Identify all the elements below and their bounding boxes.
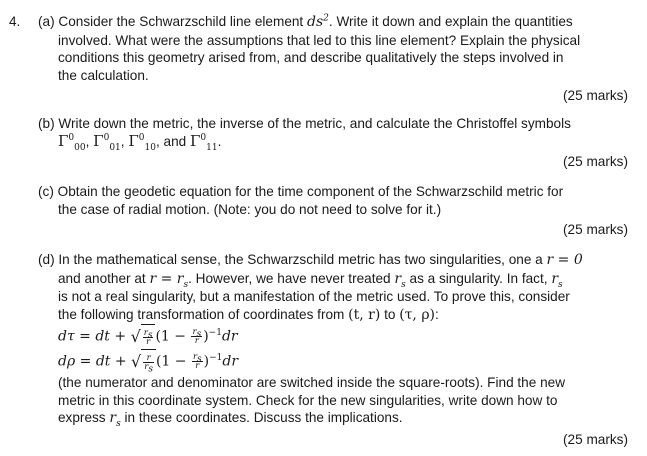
and-word: and bbox=[163, 133, 187, 149]
part-a-label: (a) bbox=[38, 14, 55, 29]
r-equals-rs-math: $r = r_s$ bbox=[149, 270, 189, 290]
part-b-line-1 bbox=[38, 115, 628, 133]
part-a-line-1 bbox=[38, 13, 628, 32]
part-d-line-3: is not a real singularity, but a manifestation of the metric used. To prove this, consider bbox=[58, 289, 570, 304]
christoffel-10: $\Gamma^0_{10}$ bbox=[128, 131, 156, 153]
question-number: 4. bbox=[9, 14, 21, 29]
part-a-marks: (25 marks) bbox=[563, 88, 628, 103]
part-d-line-4: the following transformation of coordinates from (t, r) to (τ, ρ): bbox=[58, 306, 439, 323]
christoffel-00: $\Gamma^0_{00}$ bbox=[58, 131, 86, 153]
part-d-line-1 bbox=[38, 251, 628, 270]
part-c-text-1: Obtain the geodetic equation for the time component of the Schwarzschild metric for bbox=[57, 184, 564, 199]
christoffel-11: $\Gamma^0_{11}$ bbox=[189, 131, 218, 153]
r-zero-math: r = 0 bbox=[546, 252, 583, 268]
part-d-text-1: In the mathematical sense, the Schwarzschild metric has two singularities, one a bbox=[58, 252, 543, 267]
part-d-label: (d) bbox=[38, 252, 55, 267]
part-b-text-1: Write down the metric, the inverse of the metric, and calculate the Christoffel symbols bbox=[58, 116, 571, 131]
part-a-text-1: Consider the Schwarzschild line element bbox=[58, 14, 304, 29]
part-d-line-2: and another at $r = r_s$. However, we have never treated $r_s$ as a singularity. In fact, $r_s$ bbox=[58, 270, 563, 290]
line-element-symbol: $ds^2$ bbox=[307, 13, 329, 30]
part-a-text-1b: . Write it down and explain the quantities bbox=[328, 14, 573, 29]
part-c-line-1 bbox=[38, 183, 628, 201]
part-a-line-3: conditions this geometry arised from, and describe qualitatively the steps involved in bbox=[58, 50, 564, 65]
sqrt-symbol: √ $\frac{r}{r_s}$ bbox=[131, 349, 156, 374]
part-d bbox=[38, 251, 628, 449]
part-b-label: (b) bbox=[38, 116, 55, 131]
sqrt-symbol: √ $\frac{r_s}{r}$ bbox=[131, 324, 156, 349]
part-d-line-5: (the numerator and denominator are switched inside the square-roots). Find the new bbox=[58, 375, 566, 390]
equation-dtau: dτ = dt + √ $\frac{r_s}{r}$ (1 − $\frac{r_s}{r}$ )$^{-1}$dr bbox=[38, 324, 628, 349]
part-c-line-2: the case of radial motion. (Note: you do not need to solve for it.) bbox=[58, 201, 442, 217]
part-a-line-4: the calculation. bbox=[58, 67, 149, 83]
equation-drho: dρ = dt + √ $\frac{r}{r_s}$ (1 − $\frac{r_s}{r}$ )$^{-1}$dr bbox=[38, 349, 628, 374]
part-d-line-6: metric in this coordinate system. Check for the new singularities, write down how to bbox=[58, 392, 558, 408]
part-c bbox=[38, 183, 628, 239]
part-a bbox=[38, 13, 628, 105]
christoffel-symbols: $\Gamma^0_{00}$, $\Gamma^0_{01}$, $\Gamma^0_{10}$, and $\Gamma^0_{11}$. bbox=[58, 131, 222, 153]
part-b bbox=[38, 115, 628, 171]
part-b-marks: (25 marks) bbox=[563, 154, 628, 169]
part-d-line-7: express $r_s$ in these coordinates. Discuss the implications. bbox=[58, 410, 403, 429]
christoffel-01: $\Gamma^0_{01}$ bbox=[93, 131, 121, 153]
part-c-marks: (25 marks) bbox=[563, 222, 628, 237]
part-c-label: (c) bbox=[38, 184, 54, 199]
part-a-line-2: involved. What were the assumptions that led to this line element? Explain the physical bbox=[58, 32, 581, 48]
part-d-marks: (25 marks) bbox=[563, 431, 628, 447]
